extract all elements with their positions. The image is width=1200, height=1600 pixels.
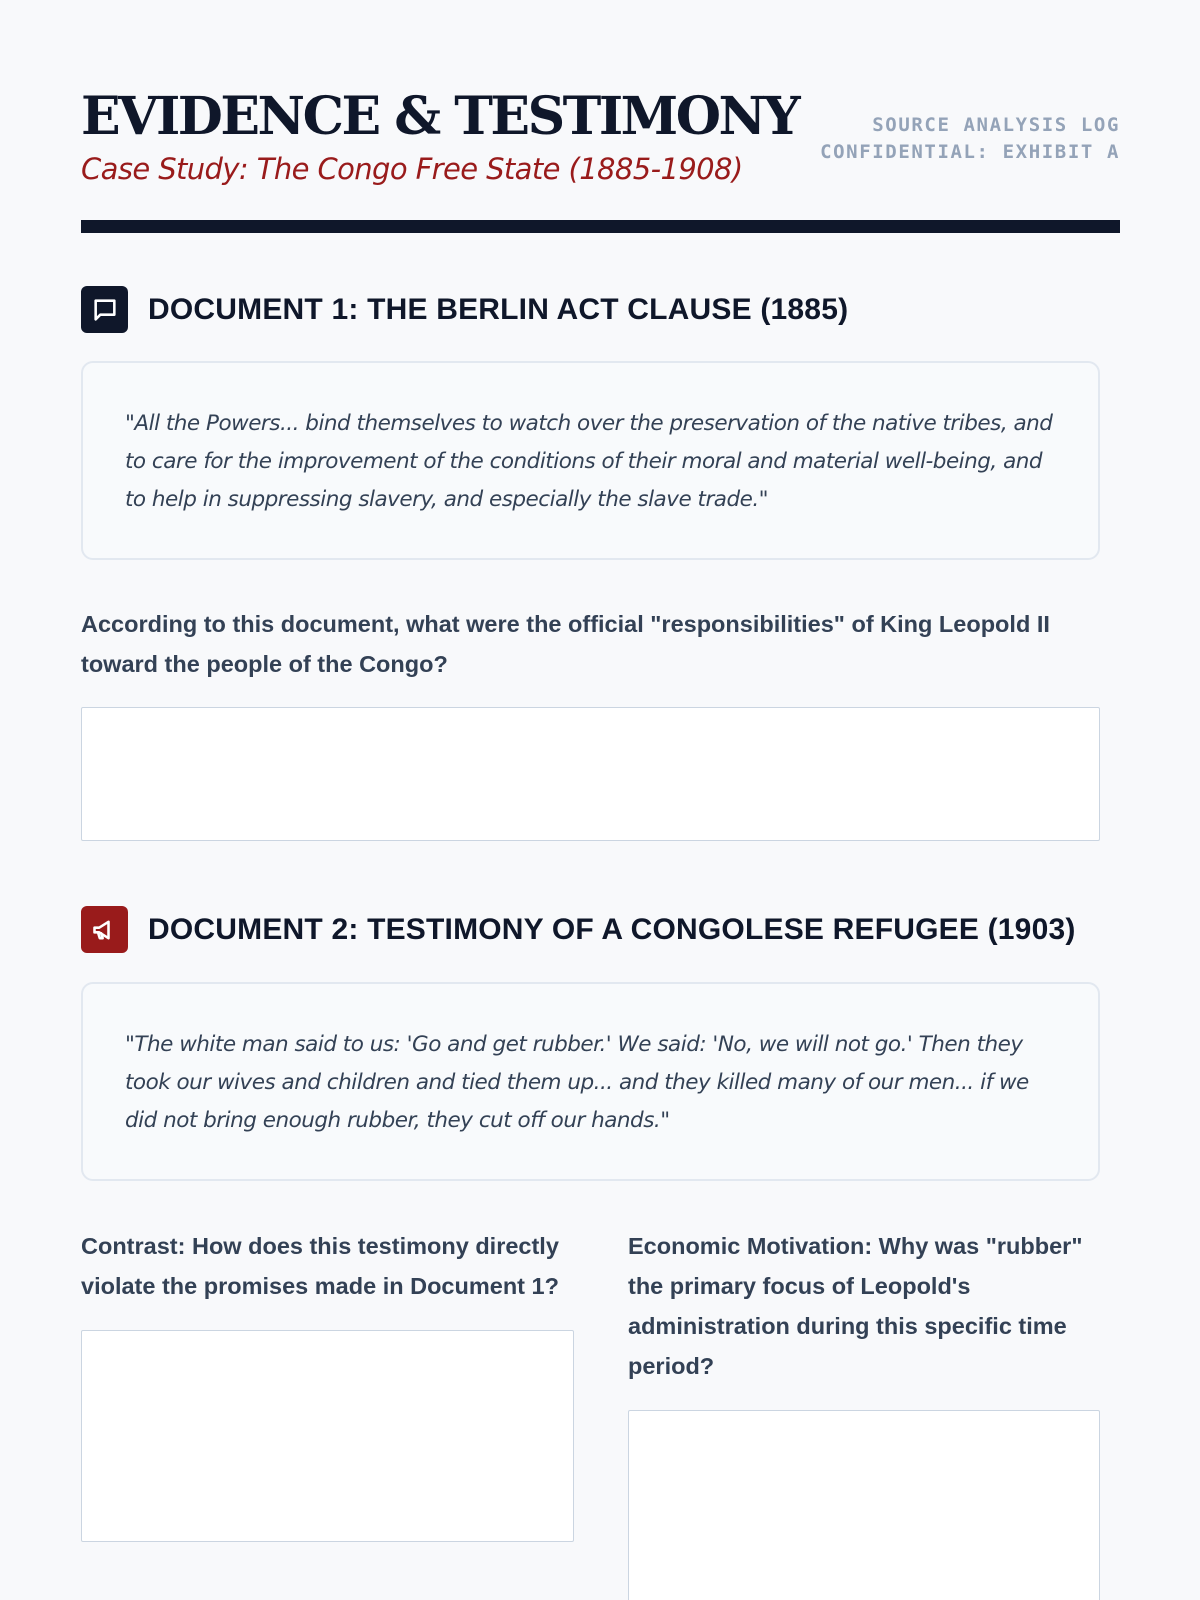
document-2-title: DOCUMENT 2: TESTIMONY OF A CONGOLESE REFUGEE (1903) — [148, 912, 1076, 946]
header-meta — [820, 112, 1120, 166]
document-1-question: According to this document, what were the official "responsibilities" of King Leopold II toward the people of the Congo? — [81, 611, 1050, 677]
document-2-economic-answer-box[interactable] — [628, 1410, 1100, 1600]
page-header — [81, 82, 1120, 232]
document-2-heading — [81, 906, 1076, 953]
megaphone-icon — [81, 906, 128, 953]
document-1-answer-box[interactable] — [81, 707, 1100, 841]
page-title: EVIDENCE & TESTIMONY — [81, 86, 799, 147]
document-2-quote: "The white man said to us: 'Go and get rubber.' We said: 'No, we will not go.' Then they took our wives and children and tied them up... and they killed many of our men... if we did not bring enough rubber, they cut off our hands." — [125, 1032, 1029, 1133]
meta-exhibit: CONFIDENTIAL: EXHIBIT A — [820, 141, 1120, 163]
document-1-heading — [81, 286, 848, 333]
document-2-quote-box — [81, 982, 1100, 1181]
document-1-title: DOCUMENT 1: THE BERLIN ACT CLAUSE (1885) — [148, 292, 849, 326]
meta-source-log: SOURCE ANALYSIS LOG — [872, 114, 1120, 136]
document-2-contrast-answer-box[interactable] — [81, 1330, 574, 1542]
document-1-quote: "All the Powers... bind themselves to watch over the preservation of the native tribes, and to care for the improvement of the conditions of their moral and material well-being, and to help in suppressing slavery, and especially the slave trade." — [125, 411, 1053, 512]
header-divider — [81, 220, 1120, 233]
document-2-question-economic: Economic Motivation: Why was "rubber" the primary focus of Leopold's administration during this specific time period? — [628, 1233, 1083, 1379]
speech-bubble-icon — [81, 286, 128, 333]
page-subtitle: Case Study: The Congo Free State (1885-1908) — [81, 152, 743, 186]
document-2-question-contrast: Contrast: How does this testimony directly violate the promises made in Document 1? — [81, 1233, 559, 1299]
document-1-quote-box — [81, 361, 1100, 560]
